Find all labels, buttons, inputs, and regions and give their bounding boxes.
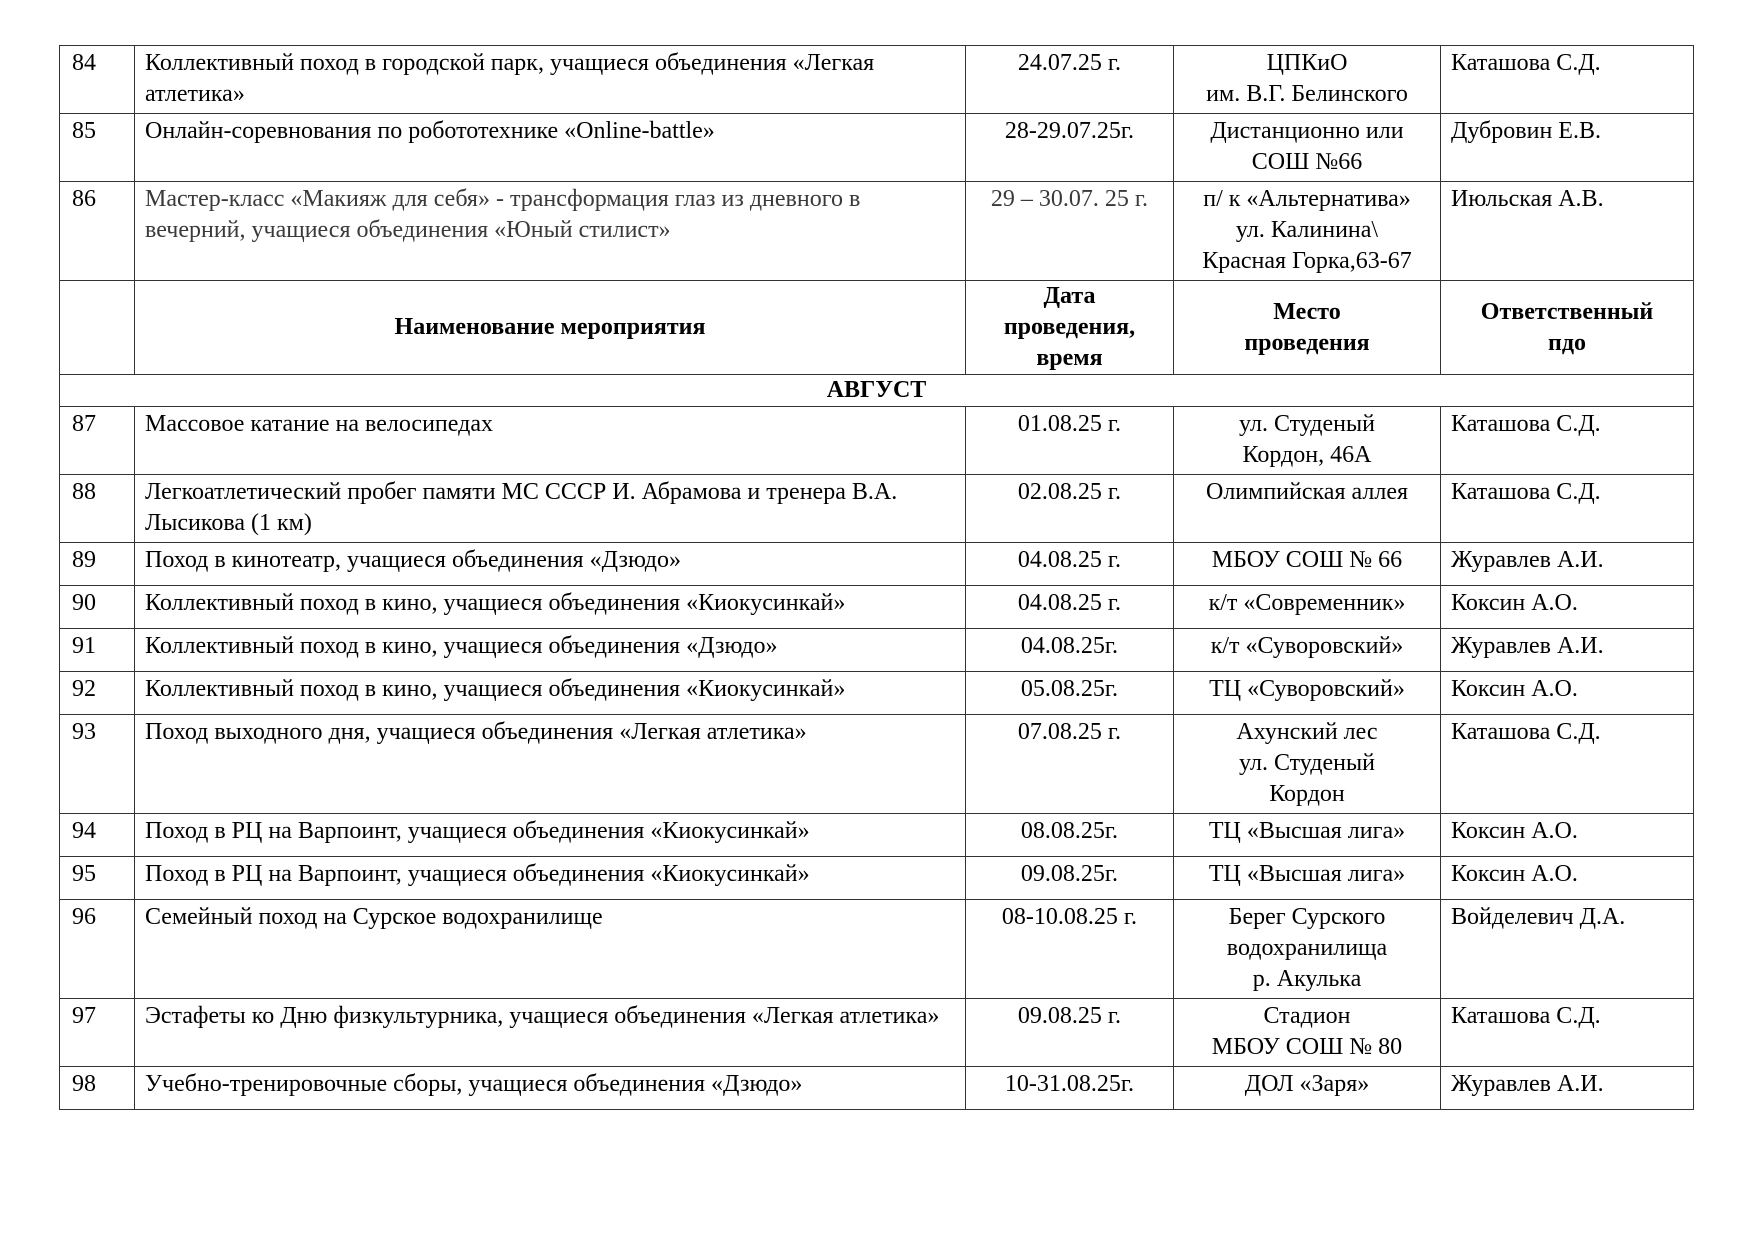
row-number: 87 — [60, 407, 135, 475]
event-place — [1174, 114, 1441, 182]
event-place — [1174, 407, 1441, 475]
event-name: Онлайн-соревнования по робототехнике «Online-battle» — [135, 114, 966, 182]
event-place-line: ТЦ «Высшая лига» — [1208, 818, 1406, 844]
event-name: Поход выходного дня, учащиеся объединения «Легкая атлетика» — [135, 715, 966, 814]
rows-july — [60, 46, 1694, 281]
event-place — [1174, 46, 1441, 114]
table-row — [60, 857, 1694, 900]
row-number: 93 — [60, 715, 135, 814]
rows-august — [60, 407, 1694, 1110]
event-responsible: Коксин А.О. — [1441, 586, 1694, 629]
event-date: 04.08.25 г. — [966, 543, 1174, 586]
event-date: 04.08.25 г. — [966, 586, 1174, 629]
event-responsible: Коксин А.О. — [1441, 814, 1694, 857]
row-number: 92 — [60, 672, 135, 715]
event-place-line: Кордон — [1269, 781, 1345, 807]
event-place-line: Берег Сурского — [1228, 904, 1386, 930]
event-place — [1174, 672, 1441, 715]
event-responsible: Каташова С.Д. — [1441, 407, 1694, 475]
event-place-line: СОШ №66 — [1251, 149, 1363, 175]
row-number: 86 — [60, 182, 135, 281]
event-responsible: Июльская А.В. — [1441, 182, 1694, 281]
row-number: 89 — [60, 543, 135, 586]
event-date: 05.08.25г. — [966, 672, 1174, 715]
event-place — [1174, 629, 1441, 672]
event-date: 04.08.25г. — [966, 629, 1174, 672]
event-place-line: ТЦ «Высшая лига» — [1208, 861, 1406, 887]
event-date: 07.08.25 г. — [966, 715, 1174, 814]
event-place-line: п/ к «Альтернатива» — [1203, 186, 1411, 212]
event-place — [1174, 182, 1441, 281]
event-date: 09.08.25г. — [966, 857, 1174, 900]
event-date: 10-31.08.25г. — [966, 1067, 1174, 1110]
event-responsible: Каташова С.Д. — [1441, 715, 1694, 814]
table-row — [60, 715, 1694, 814]
event-place-line: к/т «Суворовский» — [1210, 633, 1404, 659]
table-row — [60, 543, 1694, 586]
event-place-line: ул. Калинина\ — [1235, 217, 1379, 243]
event-responsible: Журавлев А.И. — [1441, 543, 1694, 586]
row-number: 96 — [60, 900, 135, 999]
event-place — [1174, 900, 1441, 999]
event-place-line: Кордон, 46А — [1242, 442, 1372, 468]
event-table — [59, 45, 1694, 1110]
event-responsible: Журавлев А.И. — [1441, 1067, 1694, 1110]
event-responsible: Коксин А.О. — [1441, 672, 1694, 715]
row-number: 94 — [60, 814, 135, 857]
event-place — [1174, 857, 1441, 900]
event-place — [1174, 475, 1441, 543]
column-header-row — [60, 281, 1694, 375]
event-name: Коллективный поход в кино, учащиеся объединения «Киокусинкай» — [135, 586, 966, 629]
event-responsible: Дубровин Е.В. — [1441, 114, 1694, 182]
table-row — [60, 46, 1694, 114]
table-row — [60, 407, 1694, 475]
event-place — [1174, 543, 1441, 586]
table-row — [60, 182, 1694, 281]
row-number: 95 — [60, 857, 135, 900]
event-name: Эстафеты ко Дню физкультурника, учащиеся объединения «Легкая атлетика» — [135, 999, 966, 1067]
header-date: Дата проведения, время — [966, 281, 1174, 375]
event-place — [1174, 715, 1441, 814]
event-place-line: Стадион — [1263, 1003, 1351, 1029]
event-date: 08-10.08.25 г. — [966, 900, 1174, 999]
header-num — [60, 281, 135, 375]
table-row — [60, 475, 1694, 543]
event-place-line: Дистанционно или — [1210, 118, 1404, 144]
table-row — [60, 900, 1694, 999]
event-date: 02.08.25 г. — [966, 475, 1174, 543]
row-number: 84 — [60, 46, 135, 114]
month-row — [60, 375, 1694, 407]
event-name: Мастер-класс «Макияж для себя» - трансформация глаз из дневного в вечерний, учащиеся объединения «Юный стилист» — [135, 182, 966, 281]
row-number: 98 — [60, 1067, 135, 1110]
event-date: 08.08.25г. — [966, 814, 1174, 857]
row-number: 88 — [60, 475, 135, 543]
event-responsible: Коксин А.О. — [1441, 857, 1694, 900]
event-name: Коллективный поход в кино, учащиеся объединения «Дзюдо» — [135, 629, 966, 672]
event-name: Коллективный поход в городской парк, учащиеся объединения «Легкая атлетика» — [135, 46, 966, 114]
event-date: 28-29.07.25г. — [966, 114, 1174, 182]
event-name: Учебно-тренировочные сборы, учащиеся объединения «Дзюдо» — [135, 1067, 966, 1110]
event-date: 29 – 30.07. 25 г. — [966, 182, 1174, 281]
header-event-name: Наименование мероприятия — [135, 281, 966, 375]
event-place-line: МБОУ СОШ № 80 — [1211, 1034, 1403, 1060]
month-label: АВГУСТ — [60, 375, 1694, 407]
header-responsible: Ответственный пдо — [1441, 281, 1694, 375]
table-row — [60, 999, 1694, 1067]
event-responsible: Войделевич Д.А. — [1441, 900, 1694, 999]
event-name: Массовое катание на велосипедах — [135, 407, 966, 475]
event-place-line: ТЦ «Суворовский» — [1209, 676, 1405, 702]
event-date: 24.07.25 г. — [966, 46, 1174, 114]
row-number: 90 — [60, 586, 135, 629]
event-name: Легкоатлетический пробег памяти МС СССР И. Абрамова и тренера В.А. Лысикова (1 км) — [135, 475, 966, 543]
event-responsible: Журавлев А.И. — [1441, 629, 1694, 672]
table-row — [60, 1067, 1694, 1110]
event-place-line: ЦПКиО — [1266, 50, 1348, 76]
event-name: Семейный поход на Сурское водохранилище — [135, 900, 966, 999]
event-place — [1174, 814, 1441, 857]
event-place-line: к/т «Современник» — [1208, 590, 1406, 616]
table-row — [60, 672, 1694, 715]
table-row — [60, 629, 1694, 672]
event-place-line: Олимпийская аллея — [1205, 479, 1409, 505]
table-row — [60, 586, 1694, 629]
event-name: Поход в кинотеатр, учащиеся объединения «Дзюдо» — [135, 543, 966, 586]
event-place — [1174, 1067, 1441, 1110]
event-name: Поход в РЦ на Варпоинт, учащиеся объединения «Киокусинкай» — [135, 814, 966, 857]
event-place-line: Ахунский лес — [1236, 719, 1378, 745]
table-row — [60, 114, 1694, 182]
event-place-line: ДОЛ «Заря» — [1244, 1071, 1370, 1097]
event-responsible: Каташова С.Д. — [1441, 475, 1694, 543]
event-place — [1174, 586, 1441, 629]
event-place-line: водохранилища — [1226, 935, 1388, 961]
row-number: 85 — [60, 114, 135, 182]
event-place-line: ул. Студеный — [1239, 750, 1375, 776]
event-name: Коллективный поход в кино, учащиеся объединения «Киокусинкай» — [135, 672, 966, 715]
event-name: Поход в РЦ на Варпоинт, учащиеся объединения «Киокусинкай» — [135, 857, 966, 900]
event-responsible: Каташова С.Д. — [1441, 46, 1694, 114]
event-date: 01.08.25 г. — [966, 407, 1174, 475]
event-responsible: Каташова С.Д. — [1441, 999, 1694, 1067]
event-place-line: р. Акулька — [1252, 966, 1362, 992]
event-plan-sheet — [59, 45, 1693, 1110]
event-date: 09.08.25 г. — [966, 999, 1174, 1067]
table-row — [60, 814, 1694, 857]
event-place-line: МБОУ СОШ № 66 — [1211, 547, 1403, 573]
row-number: 91 — [60, 629, 135, 672]
event-place-line: ул. Студеный — [1239, 411, 1375, 437]
event-place-line: Красная Горка,63-67 — [1202, 248, 1412, 274]
event-place — [1174, 999, 1441, 1067]
table-header — [60, 281, 1694, 407]
row-number: 97 — [60, 999, 135, 1067]
event-place-line: им. В.Г. Белинского — [1206, 81, 1408, 107]
header-place: Место проведения — [1174, 281, 1441, 375]
